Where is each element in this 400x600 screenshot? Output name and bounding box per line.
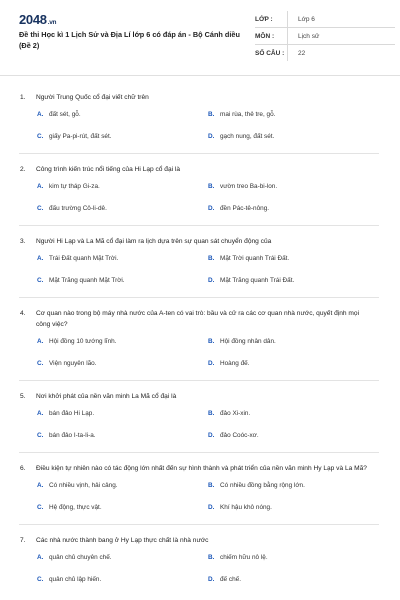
site-logo[interactable] (19, 12, 56, 27)
option-letter: A. (37, 111, 44, 118)
option-text: Có nhiều đồng bằng rộng lớn. (220, 482, 305, 489)
question-item (19, 225, 379, 297)
option-letter: A. (37, 338, 44, 345)
question-list (19, 82, 379, 596)
answer-option[interactable] (37, 203, 208, 225)
question-text-row (19, 453, 379, 474)
option-text: đền Pác-tê-nông. (220, 205, 270, 212)
option-text: Mặt Trời quanh Trái Đất. (220, 255, 290, 262)
option-text: Trái Đất quanh Mặt Trời. (49, 255, 119, 262)
question-text-row (19, 226, 379, 247)
option-letter: C. (37, 133, 44, 140)
option-letter: D. (208, 133, 215, 140)
answer-option[interactable] (208, 181, 379, 203)
option-text: Có nhiều vịnh, hải cảng. (49, 482, 118, 489)
question-number: 5. (20, 393, 26, 400)
meta-key: MÔN : (255, 32, 275, 40)
question-number: 6. (20, 465, 26, 472)
option-letter: D. (208, 277, 215, 284)
question-text: Điều kiện tự nhiên nào có tác động lớn nhất đến sự hình thành và phát triển của nền văn minh Hy Lạp và La Mã? (36, 465, 367, 472)
option-letter: B. (208, 111, 215, 118)
option-letter: D. (208, 576, 215, 583)
option-text: mai rùa, thẻ tre, gỗ. (220, 111, 276, 118)
option-text: Mặt Trăng quanh Trái Đất. (220, 277, 295, 284)
answer-option[interactable] (208, 552, 379, 574)
answer-option[interactable] (37, 408, 208, 430)
meta-key: LỚP : (255, 15, 273, 23)
option-text: giấy Pa-pi-rút, đất sét. (49, 133, 112, 140)
option-letter: D. (208, 504, 215, 511)
option-text: Mặt Trăng quanh Mặt Trời. (49, 277, 125, 284)
option-text: đất sét, gỗ. (49, 111, 81, 118)
question-number: 1. (20, 94, 26, 101)
meta-row (255, 45, 395, 61)
option-text: bán đảo Hi Lạp. (49, 410, 95, 417)
answer-options (19, 109, 379, 153)
option-letter: A. (37, 554, 44, 561)
question-text: Người Trung Quốc cổ đại viết chữ trên (36, 94, 149, 101)
option-letter: A. (37, 183, 44, 190)
meta-table (255, 11, 395, 61)
question-number: 2. (20, 166, 26, 173)
question-text-row (19, 82, 379, 103)
option-letter: A. (37, 410, 44, 417)
option-letter: D. (208, 432, 215, 439)
answer-option[interactable] (37, 502, 208, 524)
answer-option[interactable] (208, 430, 379, 452)
option-letter: B. (208, 482, 215, 489)
option-text: gạch nung, đất sét. (220, 133, 275, 140)
question-item (19, 153, 379, 225)
answer-options (19, 552, 379, 596)
option-letter: C. (37, 205, 44, 212)
answer-options (19, 336, 379, 380)
option-text: bán đảo I-ta-li-a. (49, 432, 96, 439)
option-text: Viện nguyên lão. (49, 360, 97, 367)
answer-option[interactable] (208, 574, 379, 596)
option-letter: B. (208, 255, 215, 262)
answer-option[interactable] (208, 275, 379, 297)
option-text: đấu trường Cô-li-dê. (49, 205, 107, 212)
question-item (19, 452, 379, 524)
option-text: Hội đồng 10 tướng lĩnh. (49, 338, 117, 345)
option-text: vườn treo Ba-bi-lon. (220, 183, 278, 190)
answer-option[interactable] (37, 275, 208, 297)
option-letter: C. (37, 432, 44, 439)
question-text-row (19, 525, 379, 546)
document-title: Đề thi Học kì 1 Lịch Sử và Địa Lí lớp 6 có đáp án - Bộ Cánh diều (Đề 2) (19, 30, 240, 50)
meta-value: Lịch sử (287, 28, 395, 44)
answer-option[interactable] (37, 131, 208, 153)
option-text: Hội đồng nhân dân. (220, 338, 276, 345)
answer-option[interactable] (208, 502, 379, 524)
question-text: Người Hi Lạp và La Mã cổ đại làm ra lịch dựa trên sự quan sát chuyển động của (36, 238, 272, 245)
answer-options (19, 480, 379, 524)
option-letter: B. (208, 338, 215, 345)
question-text: Cơ quan nào trong bộ máy nhà nước của A-ten có vai trò: bầu và cử ra các cơ quan nhà nước, quyết định mọi công việc? (36, 310, 360, 328)
header-divider (0, 75, 400, 76)
question-text: Công trình kiến trúc nổi tiếng của Hi Lạp cổ đại là (36, 166, 181, 173)
answer-option[interactable] (208, 358, 379, 380)
answer-option[interactable] (208, 336, 379, 358)
answer-option[interactable] (208, 408, 379, 430)
answer-option[interactable] (37, 480, 208, 502)
answer-option[interactable] (37, 336, 208, 358)
option-letter: D. (208, 205, 215, 212)
option-text: Hoàng đế. (220, 360, 250, 367)
answer-option[interactable] (37, 552, 208, 574)
meta-value: 22 (287, 45, 395, 61)
answer-option[interactable] (37, 358, 208, 380)
question-text: Các nhà nước thành bang ở Hy Lạp thực chất là nhà nước (36, 537, 209, 544)
option-letter: C. (37, 504, 44, 511)
answer-option[interactable] (208, 203, 379, 225)
answer-option[interactable] (208, 109, 379, 131)
option-text: chiếm hữu nô lệ. (220, 554, 268, 561)
option-text: đảo Coóc-xơ. (220, 432, 259, 439)
option-letter: B. (208, 410, 215, 417)
option-text: đế chế. (220, 576, 241, 583)
question-item (19, 82, 379, 153)
option-text: Hệ động, thực vật. (49, 504, 102, 511)
document-header (19, 0, 379, 64)
logo-suffix: .vn (47, 19, 57, 26)
option-letter: D. (208, 360, 215, 367)
question-number: 7. (20, 537, 26, 544)
option-letter: A. (37, 255, 44, 262)
option-letter: C. (37, 576, 44, 583)
answer-option[interactable] (208, 131, 379, 153)
answer-option[interactable] (208, 480, 379, 502)
answer-options (19, 181, 379, 225)
answer-option[interactable] (37, 181, 208, 203)
question-item (19, 380, 379, 452)
meta-key: SỐ CÂU : (255, 49, 285, 57)
question-text-row (19, 298, 379, 330)
answer-option[interactable] (37, 253, 208, 275)
question-number: 3. (20, 238, 26, 245)
answer-option[interactable] (208, 253, 379, 275)
question-text-row (19, 154, 379, 175)
answer-option[interactable] (37, 430, 208, 452)
option-text: quân chủ chuyên chế. (49, 554, 112, 561)
meta-row (255, 28, 395, 45)
option-text: kim tự tháp Gi-za. (49, 183, 100, 190)
logo-text: 2048 (19, 12, 47, 27)
question-text: Nơi khởi phát của nền văn minh La Mã cổ đại là (36, 393, 177, 400)
option-text: đảo Xi-xin. (220, 410, 251, 417)
answer-option[interactable] (37, 109, 208, 131)
option-letter: C. (37, 277, 44, 284)
meta-row (255, 11, 395, 28)
answer-options (19, 408, 379, 452)
question-text-row (19, 381, 379, 402)
option-letter: B. (208, 183, 215, 190)
option-text: Khí hậu khô nóng. (220, 504, 272, 511)
question-item (19, 297, 379, 380)
meta-value: Lớp 6 (287, 11, 395, 27)
option-letter: B. (208, 554, 215, 561)
option-text: quân chủ lập hiến. (49, 576, 102, 583)
answer-options (19, 253, 379, 297)
question-item (19, 524, 379, 596)
option-letter: C. (37, 360, 44, 367)
question-number: 4. (20, 310, 26, 317)
answer-option[interactable] (37, 574, 208, 596)
option-letter: A. (37, 482, 44, 489)
